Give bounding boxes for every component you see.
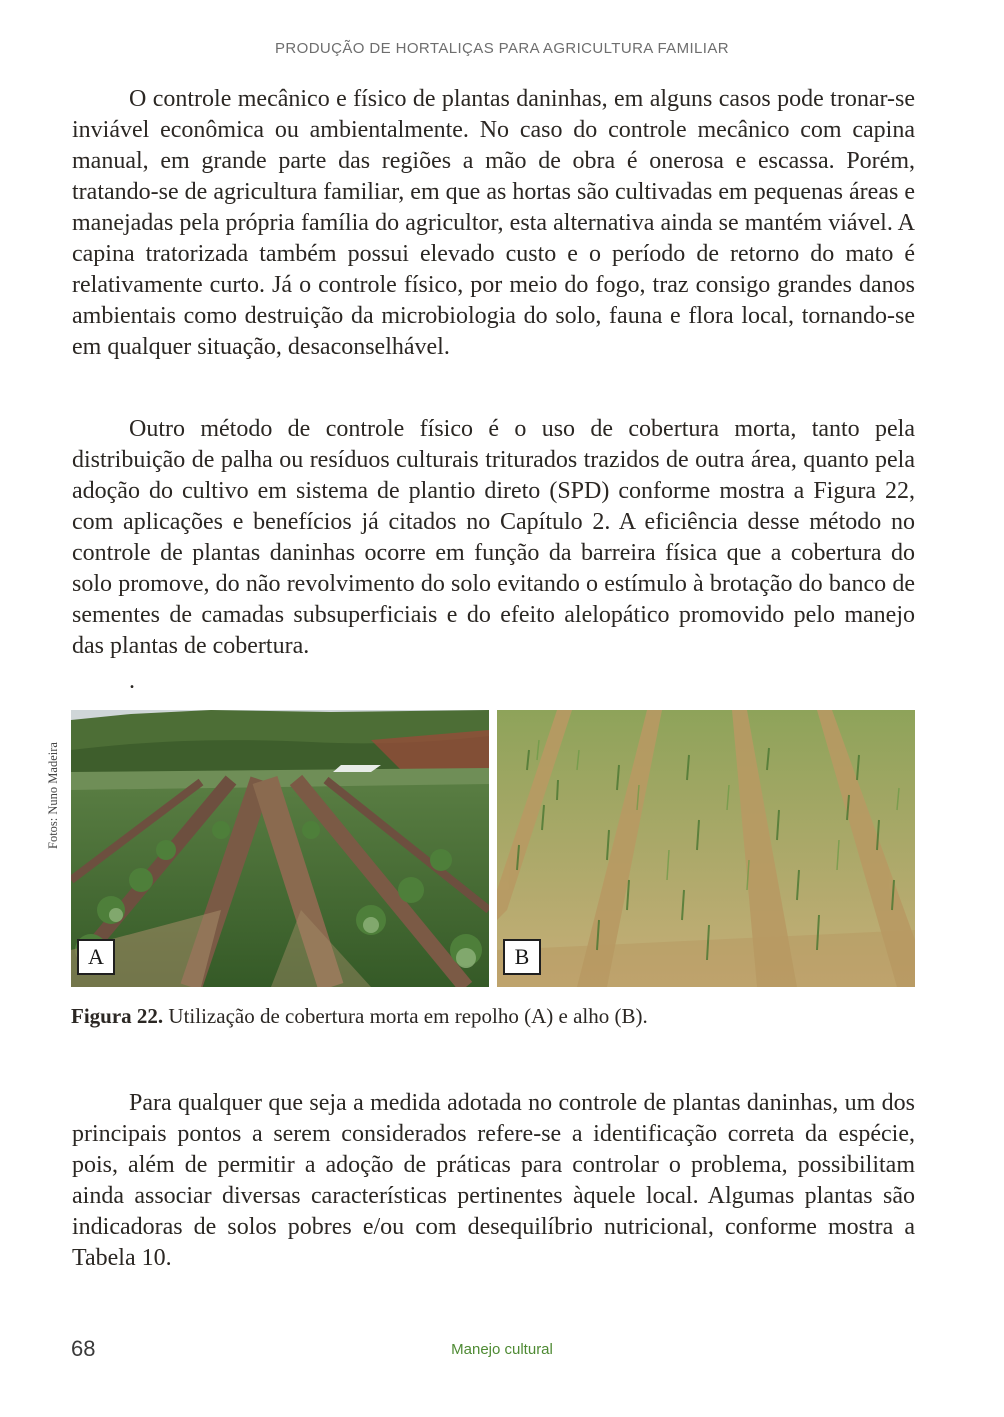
body-paragraph-3: Para qualquer que seja a medida adotada no controle de plantas daninhas, um dos principais pontos a serem considerados refere-se a identificação correta da espécie, pois, além de permitir a adoção de práticas para controlar o problema, possibilitam ainda associar diversas características pertinentes àquele local. Algumas plantas são indicadoras de solos pobres e/ou com desequilíbrio nutricional, conforme mostra a Tabela 10. [72,1090,915,1271]
panel-label-b: B [503,939,541,975]
cabbage-field-illustration [71,710,489,987]
body-paragraph-2: Outro método de controle físico é o uso de cobertura morta, tanto pela distribuição de palha ou resíduos culturais triturados trazidos de outra área, quanto pela adoção do cultivo em sistema de plantio direto (SPD) conforme mostra a Figura 22, com aplicações e benefícios já citados no Capítulo 2. A eficiência desse método no controle de plantas daninhas ocorre em função da barreira física que a cobertura do solo promove, do não revolvimento do solo evitando o estímulo à brotação do banco de sementes de camadas subsuperficiais e do efeito alelopático promovido pelo manejo das plantas de cobertura. [72,416,915,659]
figure-photo-garlic [497,710,915,987]
figure-caption [71,1004,931,1029]
garlic-field-illustration [497,710,915,987]
caption-text: Utilização de cobertura morta em repolho (A) e alho (B). [163,1004,648,1028]
panel-label-a: A [77,939,115,975]
photo-credit: Fotos: Nuno Madeira [46,742,60,849]
footer-section-title: Manejo cultural [451,1341,553,1358]
caption-label: Figura 22. [71,1004,164,1028]
running-header: PRODUÇÃO DE HORTALIÇAS PARA AGRICULTURA FAMILIAR [274,40,730,57]
body-paragraph-1: O controle mecânico e físico de plantas daninhas, em alguns casos pode tronar-se inviável econômica ou ambientalmente. No caso do controle mecânico com capina manual, em grande parte das regiões a mão de obra é onerosa e escassa. Porém, tratando-se de agricultura familiar, em que as hortas são cultivadas em pequenas áreas e manejadas pela própria família do agricultor, esta alternativa ainda se mantém viável. A capina tratorizada também possui elevado custo e o período de retorno do mato é relativamente curto. Já o controle físico, por meio do fogo, traz consigo grandes danos ambientais como destruição da microbiologia do solo, fauna e flora local, tornando-se em qualquer situação, desaconselhável. [72,86,915,360]
stray-dot: . [129,668,135,694]
figure-photo-cabbage [71,710,489,987]
page-number: 68 [71,1336,96,1361]
